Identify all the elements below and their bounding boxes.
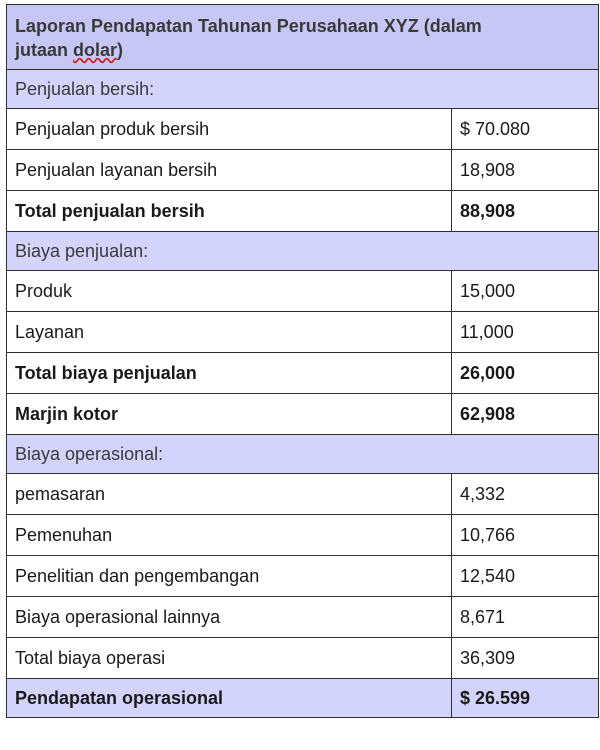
row-value: 88,908	[452, 191, 599, 232]
row-label: Penjualan produk bersih	[7, 109, 452, 150]
row-label: pemasaran	[7, 474, 452, 515]
row-label: Total biaya penjualan	[7, 353, 452, 394]
row-label: Pemenuhan	[7, 515, 452, 556]
row-label: Penjualan layanan bersih	[7, 150, 452, 191]
row-label: Layanan	[7, 312, 452, 353]
row-value: 62,908	[452, 394, 599, 435]
section-row-opex	[7, 435, 599, 474]
income-table	[6, 4, 599, 718]
row-value: 8,671	[452, 597, 599, 638]
row-label: Pendapatan operasional	[7, 679, 452, 718]
table-row	[7, 109, 599, 150]
row-value: 26,000	[452, 353, 599, 394]
table-row-total	[7, 191, 599, 232]
section-header-cost: Biaya penjualan:	[7, 232, 599, 271]
row-value: 36,309	[452, 638, 599, 679]
table-row	[7, 556, 599, 597]
table-row	[7, 312, 599, 353]
row-value: 4,332	[452, 474, 599, 515]
table-row	[7, 597, 599, 638]
row-value: 12,540	[452, 556, 599, 597]
row-value: $ 70.080	[452, 109, 599, 150]
section-row-cost	[7, 232, 599, 271]
income-statement	[6, 4, 598, 718]
row-value: 18,908	[452, 150, 599, 191]
table-row-total	[7, 353, 599, 394]
title-line-2b: dolar	[73, 40, 118, 60]
section-row-sales	[7, 70, 599, 109]
title-row	[7, 5, 599, 70]
row-value: 11,000	[452, 312, 599, 353]
table-title	[7, 5, 599, 70]
row-label: Marjin kotor	[7, 394, 452, 435]
row-value: 15,000	[452, 271, 599, 312]
table-row-operating-income	[7, 679, 599, 718]
table-row	[7, 474, 599, 515]
row-label: Produk	[7, 271, 452, 312]
table-row	[7, 638, 599, 679]
row-label: Total biaya operasi	[7, 638, 452, 679]
title-line-1: Laporan Pendapatan Tahunan Perusahaan XYZ (dalam	[15, 16, 482, 36]
title-line-2c: )	[117, 40, 124, 60]
table-row	[7, 150, 599, 191]
row-label: Penelitian dan pengembangan	[7, 556, 452, 597]
table-row-total	[7, 394, 599, 435]
table-row	[7, 271, 599, 312]
row-value: 10,766	[452, 515, 599, 556]
section-header-sales: Penjualan bersih:	[7, 70, 599, 109]
row-label: Total penjualan bersih	[7, 191, 452, 232]
section-header-opex: Biaya operasional:	[7, 435, 599, 474]
title-line-2a: jutaan	[15, 40, 74, 60]
row-value: $ 26.599	[452, 679, 599, 718]
table-row	[7, 515, 599, 556]
row-label: Biaya operasional lainnya	[7, 597, 452, 638]
